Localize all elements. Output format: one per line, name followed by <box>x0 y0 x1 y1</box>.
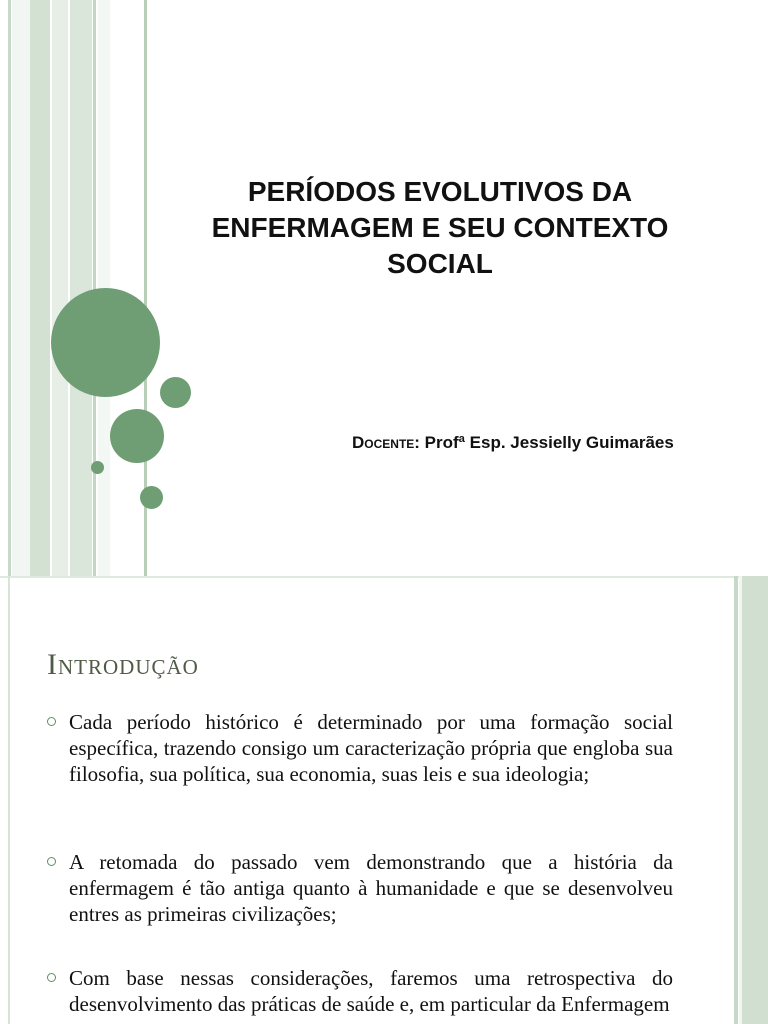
bullet-circle-icon <box>47 973 56 982</box>
bullet-text: A retomada do passado vem demonstrando que a história da enfermagem é tão antiga quanto à humanidade e que se desenvolveu entres as primeiras civilizações; <box>69 850 673 926</box>
decorative-stripe <box>8 576 10 1024</box>
decorative-stripe <box>70 0 92 576</box>
decorative-stripe <box>742 576 768 1024</box>
decorative-circle-medium <box>110 409 164 463</box>
decorative-circle-small <box>140 486 163 509</box>
introduction-slide <box>0 576 768 1024</box>
bullet-text: Cada período histórico é determinado por uma formação social específica, trazendo consigo um caracterização própria que engloba sua filosofia, sua política, sua economia, suas leis e sua ideologia; <box>69 710 673 786</box>
slide-title: PERÍODOS EVOLUTIVOS DA ENFERMAGEM E SEU CONTEXTO SOCIAL <box>211 176 669 279</box>
decorative-stripe <box>30 0 50 576</box>
decorative-stripe <box>8 0 11 576</box>
bullet-item <box>47 709 673 787</box>
section-heading: Introdução <box>47 648 199 681</box>
decorative-circle-large <box>51 288 160 397</box>
bullet-item <box>47 849 673 927</box>
decorative-circle-small <box>160 377 191 408</box>
decorative-stripe <box>12 0 30 576</box>
docente-line <box>352 433 752 453</box>
decorative-circle-tiny <box>91 461 104 474</box>
bullet-text: Com base nessas considerações, faremos uma retrospectiva do desenvolvimento das práticas de saúde e, em particular da Enfermagem <box>69 966 673 1016</box>
decorative-stripe <box>52 0 68 576</box>
bullet-circle-icon <box>47 857 56 866</box>
decorative-stripe <box>734 576 738 1024</box>
bullet-item <box>47 965 673 1017</box>
slide-border <box>0 576 768 578</box>
bullet-circle-icon <box>47 717 56 726</box>
docente-name: : Profª Esp. Jessielly Guimarães <box>414 433 674 452</box>
docente-label: Docente <box>352 433 415 452</box>
